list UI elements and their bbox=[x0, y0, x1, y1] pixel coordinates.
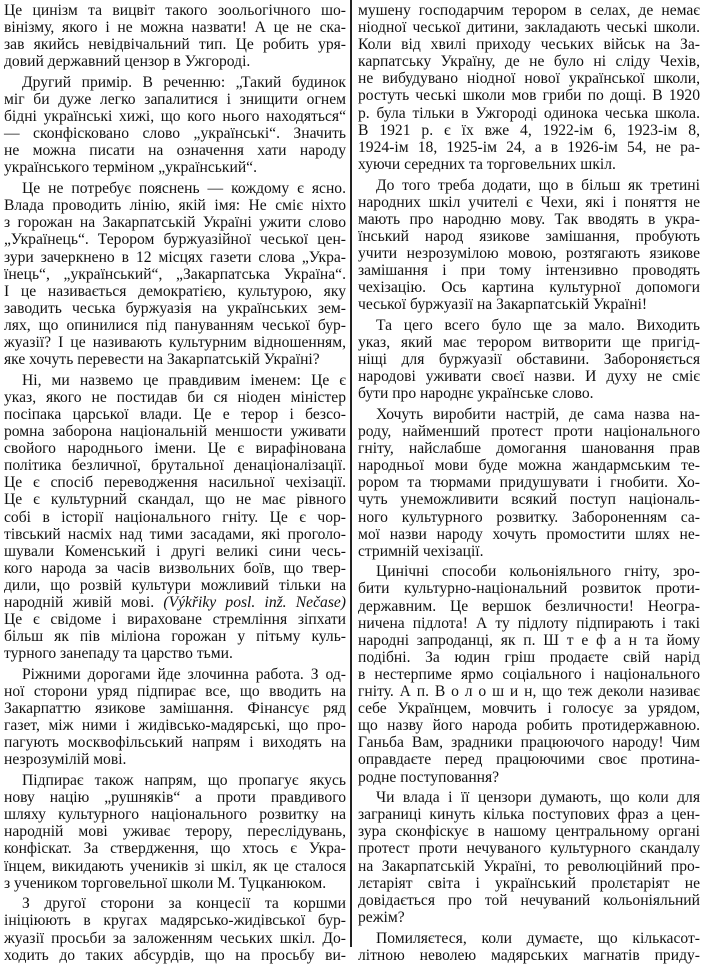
text-line: міг би дуже легко запалитися і знищити огнем bbox=[4, 91, 346, 109]
text-line: р. була тільки в Ужгороді одинока чеська школа. bbox=[358, 104, 700, 122]
text-line: з горожан на Закарпатській Україні ужити слово bbox=[4, 214, 346, 232]
paragraph bbox=[358, 406, 700, 560]
text-line: ного культурного розвитку. Забороненням са- bbox=[358, 508, 700, 526]
text-line bbox=[4, 594, 346, 611]
text-line: режім? bbox=[358, 908, 405, 926]
text-line: Чи влада і її цензори думають, що коли для bbox=[376, 789, 700, 807]
left-column bbox=[4, 2, 346, 967]
text-line: мають про народню мову. Так вводять в укра- bbox=[358, 210, 700, 228]
text-line: народні запроданці, як п. Ш т е ф а н та йому bbox=[358, 631, 700, 649]
paragraph bbox=[4, 895, 346, 963]
text-line: українського терміном „український“. bbox=[4, 159, 258, 177]
text-line: мої назви народу хочуть промостити шлях не- bbox=[358, 525, 700, 543]
text-line: лях, що опинилися під пануванням чеської бур- bbox=[4, 316, 346, 334]
text-line: чуть унеможливити всякий поступ національ- bbox=[358, 491, 700, 509]
text-line: роду, найменший протест проти національного bbox=[358, 423, 700, 441]
text-line: З другої сторони за концесії та коршми bbox=[22, 895, 346, 913]
text-line: не вибудувано ніодної нової української школи, bbox=[358, 70, 700, 88]
text-line: Це є свідоме і вираховане стремління зіпхати bbox=[4, 611, 346, 629]
text-line: що назву його народа робить протидержавною. bbox=[358, 717, 700, 735]
text-segment: народній живій мові. bbox=[4, 593, 164, 611]
text-line: ної сторони уряд підпирає все, що вводить на bbox=[4, 683, 346, 701]
text-line: народних шкіл учителі є Чехи, які і поняття не bbox=[358, 193, 700, 211]
text-line: дили, що розвій культури можливий тільки на bbox=[4, 576, 346, 594]
text-line: подібні. За юдин гріш продаєте свій нарід bbox=[358, 648, 700, 666]
text-line: собі в історії національного гніту. Це є чор- bbox=[4, 508, 346, 526]
text-line: До того треба додати, що в більш як третині bbox=[376, 176, 700, 194]
text-line: родне поступовання? bbox=[358, 768, 500, 786]
text-line: політика безличної, брутальної денаціоналізації. bbox=[4, 457, 346, 475]
text-line: ніодної чеської дитини, закладають чеські школи. bbox=[358, 19, 700, 37]
text-line: 1924-ім 18, 1925-ім 24, а в 1926-ім 54, не ра- bbox=[358, 138, 700, 156]
column-divider bbox=[350, 0, 352, 947]
text-line: Помиляєтеся, коли думаєте, що кількасот- bbox=[376, 929, 700, 947]
text-line: з учеником торговельної школи М. Туцканюком. bbox=[4, 874, 327, 892]
text-line: В 1921 р. є їх вже 4, 1922-ім 6, 1923-ім 8, bbox=[358, 121, 700, 139]
text-line: на Закарпатській Україні, то революційний про- bbox=[358, 857, 700, 875]
text-line: нову націю „рушняків“ а проти правдивого bbox=[4, 789, 346, 807]
paragraph bbox=[4, 666, 346, 769]
text-line: мушену господарчим терором в селах, де немає bbox=[358, 2, 700, 19]
text-line: хуючи середних та торговельних шкіл. bbox=[358, 155, 616, 173]
text-line: І це називається демократією, культурою, яку bbox=[4, 282, 346, 300]
text-line: тівський насміх над тими засадами, які проголо- bbox=[4, 525, 346, 543]
text-line: гніту. А п. В о л о ш и н, що теж деколи називає bbox=[358, 683, 700, 701]
paragraph bbox=[358, 177, 700, 314]
text-line: свойого народнього імени. Це є вирафінована bbox=[4, 440, 346, 458]
text-line: Це не потребує пояснень — кождому є ясно. bbox=[22, 180, 346, 198]
text-line: більш як пів міліона горожан у пітьму куль- bbox=[4, 628, 346, 646]
text-line: заграниці кинуть кілька поступових фраз а цен- bbox=[358, 806, 700, 824]
text-line: заводить чеська буржуазія на українських зем- bbox=[4, 299, 346, 317]
text-line: їнець“, „український“, „Закарпатська Україна“. bbox=[4, 265, 346, 283]
text-line: їнський народ язикове замішання, пробують bbox=[358, 227, 700, 245]
paragraph bbox=[358, 789, 700, 926]
paragraph bbox=[4, 372, 346, 663]
text-line: кого народа за часів визвольних боїв, що твер- bbox=[4, 559, 346, 577]
text-line: ростуть чеські школи мов гриби по дощі. В 1920 bbox=[358, 87, 700, 105]
paragraph bbox=[4, 180, 346, 368]
text-line: зав якийсь невідвічальний тип. Це робить уря- bbox=[4, 36, 346, 54]
text-line: Цинічні способи кольоніяльного гніту, зро- bbox=[376, 563, 700, 581]
text-line: оправдаєте перед працюючими своє протина- bbox=[358, 751, 700, 769]
paragraph bbox=[358, 563, 700, 785]
text-line: карпатську Україну, де не було ні сліду Чехів, bbox=[358, 53, 700, 71]
text-line: незрозумілій мові. bbox=[4, 751, 127, 769]
text-line: себе Українцем, мовчить і голосує за урядом, bbox=[358, 700, 700, 718]
text-line: народньої мови буде можна жандармським те- bbox=[358, 457, 700, 475]
text-line: ініціюють в кругах мадярсько-жидівської бур- bbox=[4, 912, 346, 930]
text-line: не можна писати на означення хати народу bbox=[4, 142, 346, 160]
text-line: Хочуть виробити настрій, де сама назва на- bbox=[376, 405, 700, 423]
text-line: Другий примір. В реченню: „Такий будинок bbox=[22, 73, 346, 91]
text-line: Ні, ми назвемо це правдивим іменем: Це є bbox=[22, 371, 346, 389]
text-line: ничена підлота! А ту підлоту підпирають і такі bbox=[358, 614, 700, 632]
text-line: яке хочуть перевести на Закарпатській Україні? bbox=[4, 351, 320, 369]
text-line: ходить до таких абсурдів, що на просьбу ви- bbox=[4, 946, 346, 964]
text-line: протест проти нечуваного культурного скандалу bbox=[358, 840, 700, 858]
text-line: Це цинізм та вицвіт такого зоольогічного шо- bbox=[4, 2, 346, 19]
text-line: „Українець“. Терором буржуазійної чеської цен- bbox=[4, 231, 346, 249]
paragraph bbox=[4, 74, 346, 177]
text-line: указ, якого не постидав би ся ніоден міністер bbox=[4, 388, 346, 406]
text-line: Влада проводить лінію, якій імя: Не сміє ніхто bbox=[4, 197, 346, 215]
paragraph bbox=[358, 2, 700, 173]
text-line: шляху культурного національного розвитку на bbox=[4, 806, 346, 824]
text-line: гніту, найслабше домогання шановання прав bbox=[358, 440, 700, 458]
text-line: пагують москвофільський напрям і виходять на bbox=[4, 734, 346, 752]
paragraph bbox=[4, 2, 346, 70]
text-line: Та цего всего було ще за мало. Виходить bbox=[376, 316, 700, 334]
text-line: бідні українські хижі, що кого нього находяться“ bbox=[4, 108, 346, 126]
text-line: указ, який має терором витворити ще пригід- bbox=[358, 333, 700, 351]
text-line: рором та тюрмами придушувати і гнобити. Хо- bbox=[358, 474, 700, 492]
text-line: бути про народнє українське слово. bbox=[358, 385, 594, 403]
text-line: зури зачеркнено в 12 місцях газети слова „Укра- bbox=[4, 248, 346, 266]
text-line: літною неволею мадярських магнатів приду- bbox=[358, 946, 700, 964]
text-line: жуазії просьби за заложенням чеських шкіл. До- bbox=[4, 929, 346, 947]
text-line: довий державний цензор в Ужгороді. bbox=[4, 53, 251, 71]
text-line: вінізму, якого і не можна назвати! А це не ска- bbox=[4, 19, 346, 37]
text-line: зура сконфіскує в нашому центральному органі bbox=[358, 823, 700, 841]
text-line: учити незрозумілою мовою, розтягають язикове bbox=[358, 244, 700, 262]
text-line: в нестерпиме ярмо соціального і національного bbox=[358, 665, 700, 683]
text-line: їнцем, викидають учеників зі шкіл, як це сталося bbox=[4, 857, 346, 875]
text-line: народові уживати своєї назви. И духу не сміє bbox=[358, 368, 700, 386]
text-line: Це є спосіб переводження насильної чехізації. bbox=[4, 474, 346, 492]
text-line: посіпака царської влади. Це е терор і безсо- bbox=[4, 405, 346, 423]
text-line: — сконфісковано слово „українські“. Значить bbox=[4, 125, 346, 143]
text-line: чехізацію. Ось картина культурної допомоги bbox=[358, 279, 700, 297]
text-line: Закарпаттю язикове замішання. Фінансує ряд bbox=[4, 700, 346, 718]
text-line: бити культурно-національний розвиток проти- bbox=[358, 580, 700, 598]
text-line: лєтаріят світа і український пролєтаріят не bbox=[358, 874, 700, 892]
text-line: турного занепаду та царство тьми. bbox=[4, 645, 233, 663]
text-line: ніщі для буржуазії обставини. Забороняється bbox=[358, 351, 700, 369]
text-line: ромна заборона національній меншости уживати bbox=[4, 423, 346, 441]
text-line: Ріжними дорогами йде злочинна работа. З од- bbox=[22, 665, 346, 683]
text-line: замішання і при тому інтензивно проводять bbox=[358, 262, 700, 279]
text-line: жуазії? І це називають культурним відношенням, bbox=[4, 333, 346, 351]
text-line: конфіскат. За ствердження, що хтось є Укра- bbox=[4, 840, 346, 858]
text-line: державним. Це вершок безличности! Неогра- bbox=[358, 597, 700, 615]
text-line: чеської буржуазії на Закарпатській Україні! bbox=[358, 296, 648, 314]
right-column bbox=[358, 2, 700, 967]
text-line: Коли від хвилі приходу чеських військ на За- bbox=[358, 36, 700, 54]
text-line: шували Коменський і другі великі сини чесь- bbox=[4, 542, 346, 560]
paragraph bbox=[358, 317, 700, 402]
text-line: Підпирає також напрям, що пропагує якусь bbox=[22, 772, 346, 790]
text-line: газет, між ними і жидівсько-мадярські, що про- bbox=[4, 717, 346, 735]
paragraph bbox=[4, 772, 346, 892]
text-line: довідається про той нечуваний кольоніяльний bbox=[358, 891, 700, 909]
italic-citation: (Výkřiky posl. inž. Nečase) bbox=[163, 593, 347, 611]
text-line: стримній чехізації. bbox=[358, 542, 484, 560]
text-line: народній мові уживає терору, переслідувань, bbox=[4, 823, 346, 841]
text-line: Ганьба Вам, зрадники працюючого народу! Чим bbox=[358, 734, 700, 752]
text-line: Це є культурний скандал, що не має рівного bbox=[4, 491, 346, 509]
